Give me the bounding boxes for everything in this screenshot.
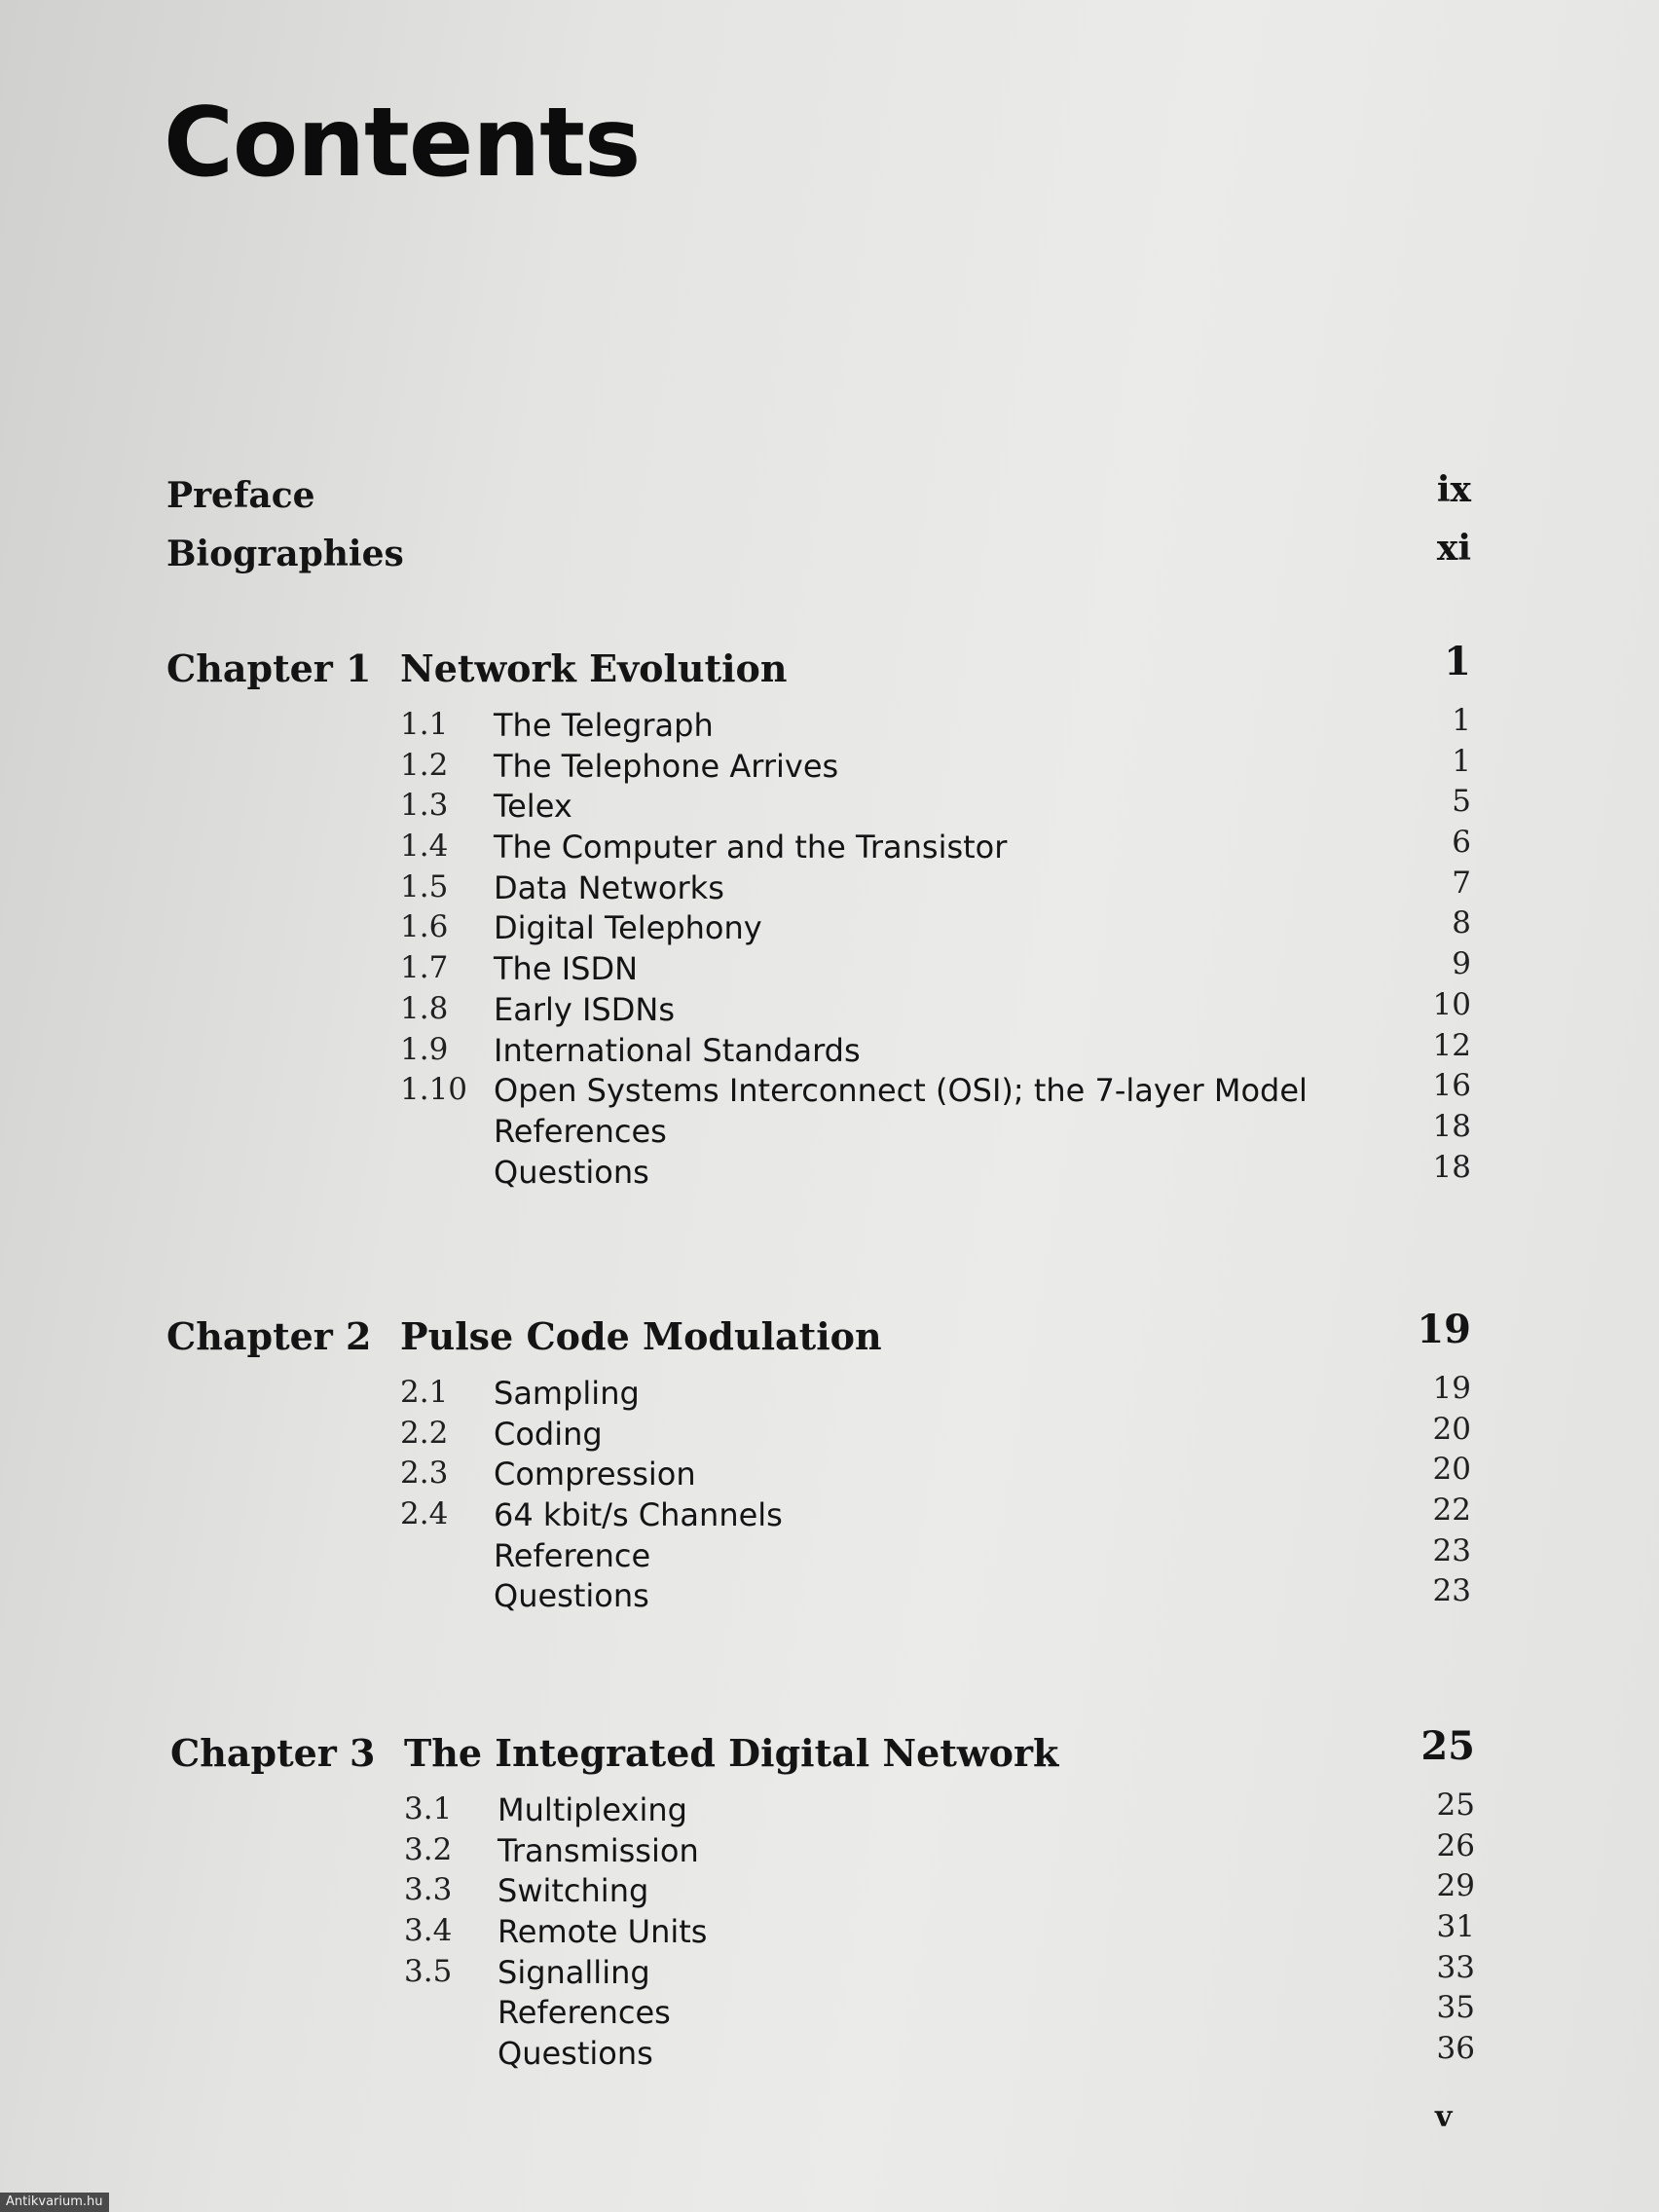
toc-entry	[166, 1573, 1471, 1618]
section-page: 12	[1432, 1027, 1471, 1063]
section-page: 35	[1436, 1990, 1475, 2026]
chapter-3	[170, 1723, 1475, 2076]
chapter-2	[166, 1307, 1471, 1618]
section-page: 31	[1436, 1909, 1475, 1945]
section-title: The Computer and the Transistor	[494, 829, 1008, 866]
chapter-1	[166, 639, 1471, 1194]
section-number: 1.4	[400, 829, 449, 865]
section-page: 18	[1432, 1149, 1471, 1185]
section-page: 36	[1436, 2031, 1475, 2067]
page-number: v	[1435, 2100, 1453, 2134]
chapter-page: 25	[1420, 1723, 1475, 1769]
section-title: Telex	[494, 788, 572, 826]
toc-entry	[166, 986, 1471, 1032]
section-title: Signalling	[498, 1953, 650, 1991]
section-title: Questions	[494, 1153, 649, 1191]
section-number: 1.3	[400, 788, 449, 824]
toc-entry	[170, 1990, 1475, 2035]
section-number: 2.1	[400, 1375, 449, 1410]
section-title: Reference	[494, 1536, 651, 1574]
section-number: 1.5	[400, 868, 449, 904]
toc-entry	[166, 905, 1471, 950]
toc-entry	[166, 865, 1471, 910]
section-number: 1.9	[400, 1031, 449, 1067]
section-page: 16	[1432, 1068, 1471, 1104]
section-number: 2.3	[400, 1456, 449, 1492]
toc-entry	[166, 946, 1471, 991]
section-number: 1.2	[400, 747, 449, 783]
section-page: 9	[1452, 946, 1471, 982]
section-title: Multiplexing	[498, 1791, 687, 1828]
section-title: Data Networks	[494, 868, 724, 906]
toc-entry	[166, 825, 1471, 869]
toc-entry	[166, 784, 1471, 829]
section-page: 23	[1432, 1532, 1471, 1568]
chapter-label: Chapter 2	[166, 1314, 372, 1358]
section-number: 1.10	[400, 1072, 468, 1108]
chapter-heading	[166, 639, 1471, 707]
chapter-title: Pulse Code Modulation	[400, 1314, 882, 1358]
section-title: 64 kbit/s Channels	[494, 1496, 783, 1534]
section-title: International Standards	[494, 1031, 861, 1069]
section-title: Questions	[498, 2035, 653, 2073]
front-matter-entry	[166, 528, 1471, 592]
chapter-title: Network Evolution	[400, 646, 788, 690]
section-number: 1.8	[400, 990, 449, 1026]
front-matter-page: xi	[1436, 528, 1471, 569]
section-page: 5	[1452, 784, 1471, 820]
section-page: 1	[1452, 703, 1471, 738]
toc-entry	[166, 1452, 1471, 1496]
section-page: 6	[1452, 825, 1471, 861]
section-number: 3.5	[404, 1953, 453, 1989]
section-title: The Telephone Arrives	[494, 747, 839, 785]
section-page: 29	[1436, 1868, 1475, 1904]
section-title: Compression	[494, 1456, 696, 1493]
section-page: 19	[1432, 1371, 1471, 1406]
section-title: The Telegraph	[494, 707, 714, 744]
chapter-heading	[170, 1723, 1475, 1791]
section-page: 26	[1436, 1827, 1475, 1863]
section-title: References	[494, 1112, 667, 1150]
section-number: 3.2	[404, 1831, 453, 1867]
section-title: Transmission	[498, 1831, 699, 1869]
toc-entry	[166, 1068, 1471, 1113]
section-title: The ISDN	[494, 950, 639, 988]
section-page: 22	[1432, 1493, 1471, 1529]
section-page: 18	[1432, 1108, 1471, 1144]
chapter-page: 19	[1417, 1307, 1471, 1352]
section-title: Open Systems Interconnect (OSI); the 7-layer Model	[494, 1072, 1308, 1110]
section-page: 8	[1452, 905, 1471, 941]
section-number: 2.2	[400, 1415, 449, 1451]
chapter-label: Chapter 1	[166, 646, 372, 690]
toc-entry	[166, 1411, 1471, 1456]
section-number: 3.1	[404, 1791, 453, 1826]
chapter-heading	[166, 1307, 1471, 1375]
toc-entry	[166, 743, 1471, 789]
front-matter-page: ix	[1436, 469, 1471, 510]
toc-entry	[166, 1493, 1471, 1537]
toc-entry	[170, 1868, 1475, 1913]
toc-entry	[170, 1788, 1475, 1832]
page-heading: Contents	[164, 88, 641, 199]
toc-entry	[166, 1532, 1471, 1578]
toc-entry	[170, 1827, 1475, 1873]
section-page: 33	[1436, 1949, 1475, 1985]
toc-entry	[170, 2031, 1475, 2076]
chapter-label: Chapter 3	[170, 1731, 376, 1775]
section-page: 1	[1452, 743, 1471, 779]
section-page: 20	[1432, 1411, 1471, 1447]
toc-entry	[170, 1949, 1475, 1995]
section-number: 1.6	[400, 909, 449, 945]
toc-entry	[166, 703, 1471, 748]
front-matter-title: Biographies	[166, 534, 404, 574]
section-page: 25	[1436, 1788, 1475, 1823]
section-title: Sampling	[494, 1375, 640, 1412]
section-number: 3.4	[404, 1913, 453, 1949]
section-title: Early ISDNs	[494, 990, 675, 1028]
section-number: 2.4	[400, 1496, 449, 1532]
section-page: 23	[1432, 1573, 1471, 1609]
section-title: Remote Units	[498, 1913, 708, 1951]
section-number: 3.3	[404, 1872, 453, 1908]
chapter-title: The Integrated Digital Network	[404, 1731, 1059, 1775]
section-title: Digital Telephony	[494, 909, 762, 947]
section-title: Switching	[498, 1872, 649, 1910]
toc-entry	[166, 1027, 1471, 1073]
section-page: 10	[1432, 986, 1471, 1022]
watermark: Antikvarium.hu	[0, 2193, 109, 2212]
toc-entry	[166, 1108, 1471, 1154]
chapter-page: 1	[1444, 639, 1471, 684]
toc-entry	[170, 1909, 1475, 1954]
front-matter	[166, 469, 1471, 592]
section-title: References	[498, 1994, 671, 2032]
toc-entry	[166, 1371, 1471, 1416]
section-page: 20	[1432, 1452, 1471, 1488]
front-matter-title: Preface	[166, 475, 315, 516]
front-matter-entry	[166, 469, 1471, 534]
section-title: Questions	[494, 1577, 649, 1615]
section-number: 1.1	[400, 707, 449, 742]
section-title: Coding	[494, 1415, 603, 1453]
toc-entry	[166, 1149, 1471, 1195]
section-number: 1.7	[400, 950, 449, 986]
section-page: 7	[1452, 865, 1471, 901]
